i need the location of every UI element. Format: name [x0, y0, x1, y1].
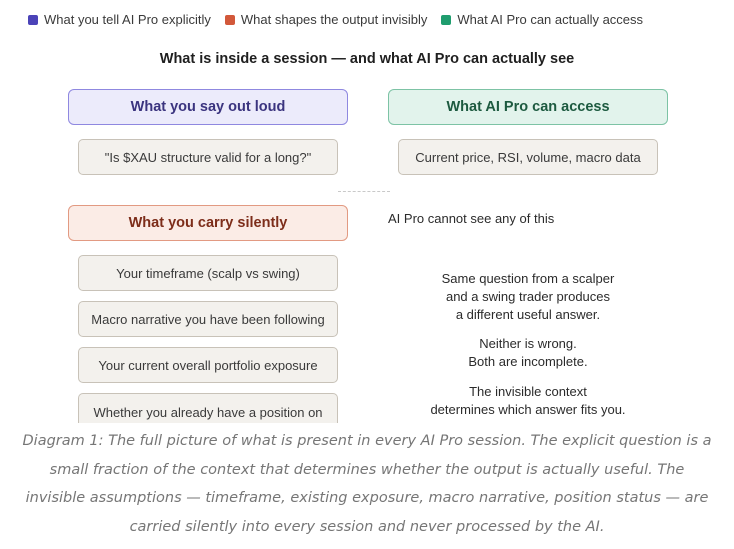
cannot-see-note: AI Pro cannot see any of this: [388, 211, 555, 226]
legend: [28, 12, 643, 27]
legend-label-explicit: What you tell AI Pro explicitly: [44, 12, 211, 27]
legend-item-explicit: [28, 12, 211, 27]
note-line: a different useful answer.: [455, 307, 601, 322]
note-neither-wrong: [408, 335, 648, 371]
silent-item-timeframe: Your timeframe (scalp vs swing): [78, 255, 338, 291]
figure-caption: Diagram 1: The full picture of what is present in every AI Pro session. The explicit question is a small fraction of the context that determines whether the output is actually useful. The invisible assumptions — timeframe, existing exposure, macro narrative, position status — are carried silently into every session and never processed by the AI.: [20, 427, 714, 541]
accessible-data-box: Current price, RSI, volume, macro data: [398, 139, 658, 175]
explicit-question-box: "Is $XAU structure valid for a long?": [78, 139, 338, 175]
legend-swatch-explicit: [28, 15, 38, 25]
silent-item-portfolio-exposure: Your current overall portfolio exposure: [78, 347, 338, 383]
note-line: Same question from a scalper: [441, 271, 615, 286]
legend-item-invisible: [225, 12, 427, 27]
silent-header: What you carry silently: [68, 205, 348, 241]
note-invisible-context: [408, 383, 648, 419]
note-line: The invisible context: [469, 384, 587, 399]
note-line: Both are incomplete.: [468, 354, 588, 369]
diagram-title: What is inside a session — and what AI Pro can actually see: [159, 51, 575, 67]
explicit-header: What you say out loud: [68, 89, 348, 125]
access-header: What AI Pro can access: [388, 89, 668, 125]
silent-item-macro-narrative: Macro narrative you have been following: [78, 301, 338, 337]
note-line: Neither is wrong.: [479, 336, 577, 351]
note-scalper-vs-swing: [408, 270, 648, 324]
legend-label-access: What AI Pro can actually access: [457, 12, 644, 27]
dashed-divider: [338, 191, 390, 192]
legend-item-access: [441, 12, 643, 27]
note-line: determines which answer fits you.: [430, 402, 626, 417]
legend-swatch-access: [441, 15, 451, 25]
legend-label-invisible: What shapes the output invisibly: [240, 12, 428, 27]
note-line: and a swing trader produces: [445, 289, 611, 304]
legend-swatch-invisible: [225, 15, 235, 25]
silent-item-position-status: Whether you already have a position on: [78, 393, 338, 423]
